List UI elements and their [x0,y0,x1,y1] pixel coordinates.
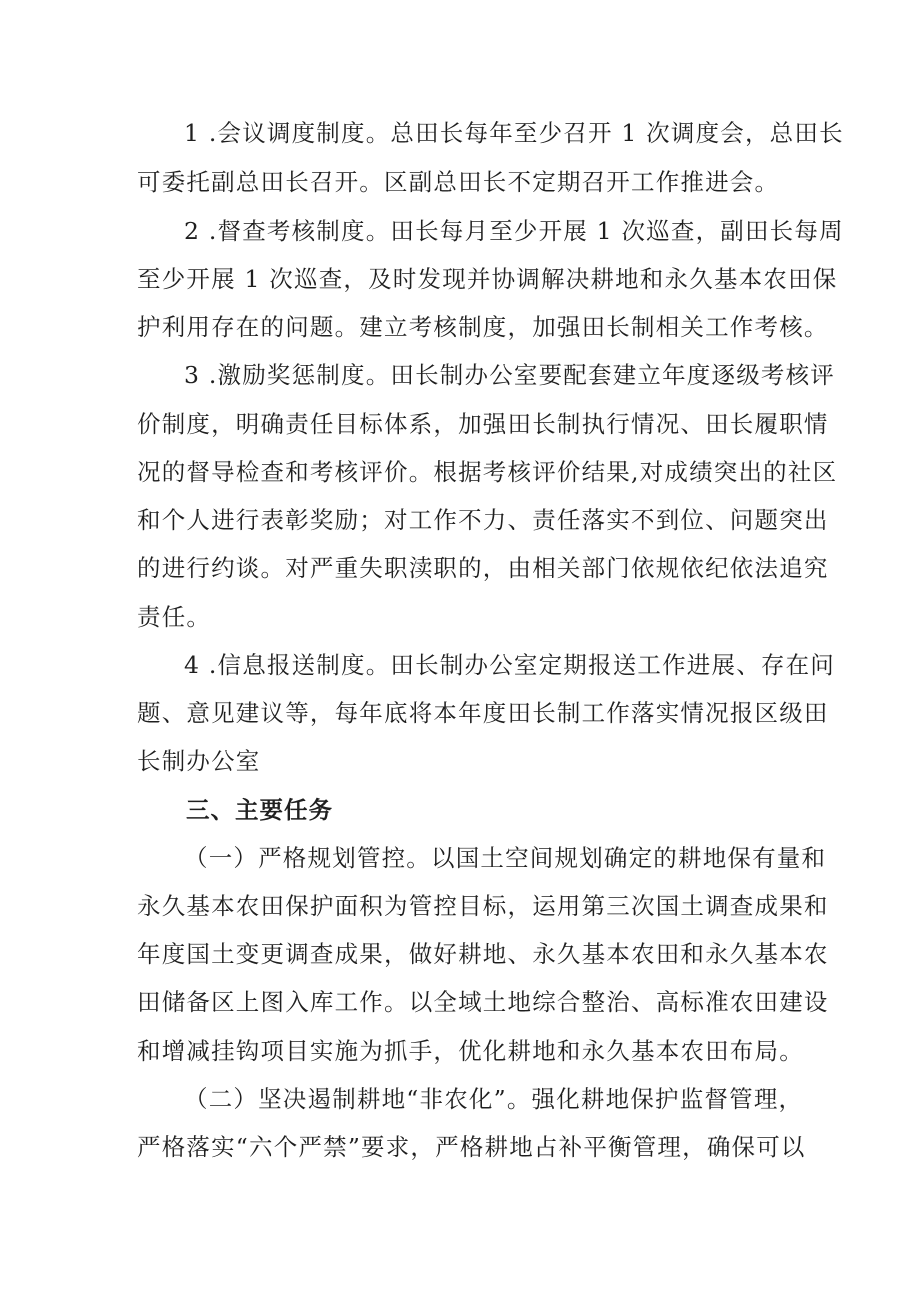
item-3-line-6: 责任。 [137,603,212,631]
item-4-line-1: 4 .信息报送制度。田长制办公室定期报送工作进展、存在问 [184,651,835,679]
item-3-line-3: 况的督导检查和考核评价。根据考核评价结果,对成绩突出的社区 [137,458,838,486]
task-1-line-3: 年度国土变更调查成果，做好耕地、永久基本农田和永久基本农 [137,940,829,968]
section-heading: 三、主要任务 [186,796,333,824]
task-1-line-2: 永久基本农田保护面积为管控目标，运用第三次国土调查成果和 [137,892,829,920]
task-1-line-1: （一）严格规划管控。以国土空间规划确定的耕地保有量和 [184,844,827,872]
item-4-line-2: 题、意见建议等，每年底将本年度田长制工作落实情况报区级田 [137,699,829,727]
item-3-line-1: 3 .激励奖惩制度。田长制办公室要配套建立年度逐级考核评 [184,361,835,389]
item-2-line-2: 至少开展 1 次巡查，及时发现并协调解决耕地和永久基本农田保 [137,265,838,293]
task-1-line-4: 田储备区上图入库工作。以全域土地综合整治、高标准农田建设 [137,988,829,1016]
task-1-line-5: 和增减挂钩项目实施为抓手，优化耕地和永久基本农田布局。 [137,1037,804,1065]
task-2-line-2: 严格落实“六个严禁”要求，严格耕地占补平衡管理，确保可以 [137,1133,806,1161]
item-3-line-4: 和个人进行表彰奖励；对工作不力、责任落实不到位、问题突出 [137,506,829,534]
item-1-line-2: 可委托副总田长召开。区副总田长不定期召开工作推进会。 [137,168,780,196]
item-1-line-1: 1 .会议调度制度。总田长每年至少召开 1 次调度会，总田长 [184,119,844,147]
item-3-line-5: 的进行约谈。对严重失职渎职的，由相关部门依规依纪依法追究 [137,554,829,582]
item-2-line-1: 2 .督查考核制度。田长每月至少开展 1 次巡查，副田长每周 [184,217,844,245]
item-4-line-3: 长制办公室 [137,747,261,775]
item-2-line-3: 护利用存在的问题。建立考核制度，加强田长制相关工作考核。 [137,313,829,341]
item-3-line-2: 价制度，明确责任目标体系，加强田长制执行情况、田长履职情 [137,410,829,438]
task-2-line-1: （二）坚决遏制耕地“非农化”。强化耕地保护监督管理， [184,1085,804,1113]
